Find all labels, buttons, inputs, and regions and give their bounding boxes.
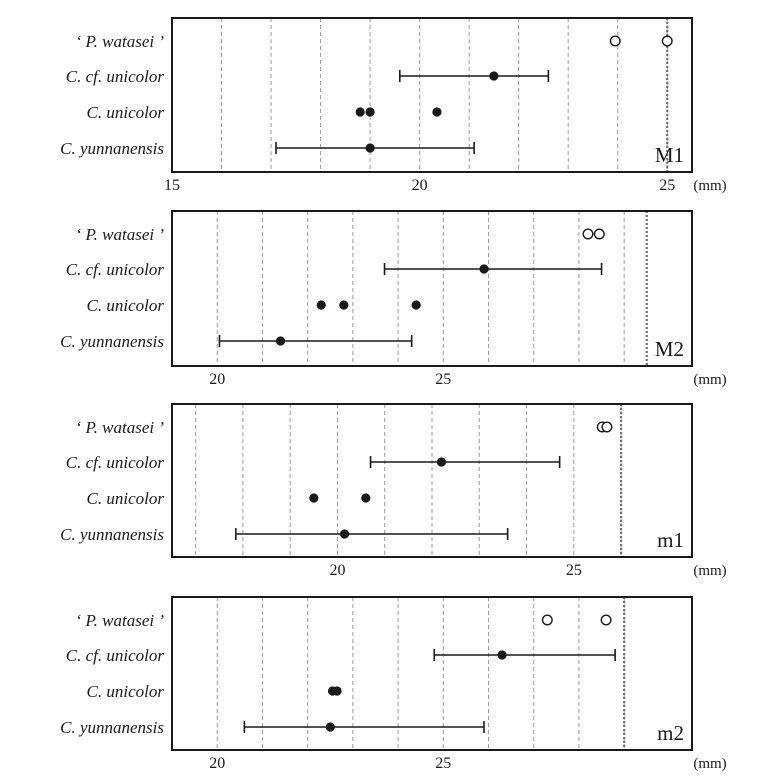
open-point <box>602 422 612 432</box>
row-label: C. unicolor <box>86 296 164 315</box>
unit-label: (mm) <box>693 756 727 772</box>
open-point <box>583 229 593 239</box>
row-label: C. unicolor <box>86 103 164 122</box>
unit-label: (mm) <box>693 563 727 579</box>
row-label: C. cf. unicolor <box>65 260 164 279</box>
row-label: C. yunnanensis <box>60 718 164 737</box>
closed-point <box>356 107 365 116</box>
mean-point <box>276 336 285 345</box>
unit-label: (mm) <box>693 372 727 388</box>
tick-label: 20 <box>411 177 428 194</box>
mean-point <box>340 529 349 538</box>
tick-label: 20 <box>209 371 226 388</box>
panel-id-label: m2 <box>657 721 684 745</box>
row-label: ‘ P. watasei ’ <box>75 611 164 630</box>
panel-m2 <box>60 597 727 772</box>
closed-point <box>412 300 421 309</box>
row-label: C. cf. unicolor <box>65 646 164 665</box>
panel-id-label: M2 <box>654 337 684 361</box>
unit-label: (mm) <box>693 178 727 194</box>
panel-id-label: m1 <box>657 528 684 552</box>
closed-point <box>432 107 441 116</box>
open-point <box>543 615 553 625</box>
row-label: C. cf. unicolor <box>65 453 164 472</box>
tick-label: 20 <box>209 755 226 772</box>
row-label: C. cf. unicolor <box>65 67 164 86</box>
row-label: C. yunnanensis <box>60 332 164 351</box>
mean-point <box>479 264 488 273</box>
row-label: C. unicolor <box>86 682 164 701</box>
panel-frame <box>172 211 692 366</box>
row-label: ‘ P. watasei ’ <box>75 418 164 437</box>
tick-label: 25 <box>565 562 582 579</box>
open-point <box>662 36 672 46</box>
row-label: ‘ P. watasei ’ <box>75 32 164 51</box>
closed-point <box>309 493 318 502</box>
tick-label: 25 <box>659 177 676 194</box>
closed-point <box>339 300 348 309</box>
tick-label: 20 <box>329 562 346 579</box>
row-label: C. unicolor <box>86 489 164 508</box>
closed-point <box>365 107 374 116</box>
open-point <box>595 229 605 239</box>
mean-point <box>497 650 506 659</box>
panel-M1 <box>60 18 727 194</box>
panel-M2 <box>60 211 727 388</box>
open-point <box>610 36 620 46</box>
tick-label: 15 <box>164 177 180 194</box>
tick-label: 25 <box>435 755 452 772</box>
panel-id-label: M1 <box>654 143 684 167</box>
mean-point <box>326 722 335 731</box>
row-label: ‘ P. watasei ’ <box>75 225 164 244</box>
closed-point <box>361 493 370 502</box>
open-point <box>601 615 611 625</box>
panel-m1 <box>60 404 727 579</box>
row-label: C. yunnanensis <box>60 525 164 544</box>
closed-point <box>317 300 326 309</box>
mean-point <box>437 457 446 466</box>
tick-label: 25 <box>435 371 452 388</box>
row-label: C. yunnanensis <box>60 139 164 158</box>
mean-point <box>365 143 374 152</box>
closed-point <box>332 686 341 695</box>
mean-point <box>489 71 498 80</box>
